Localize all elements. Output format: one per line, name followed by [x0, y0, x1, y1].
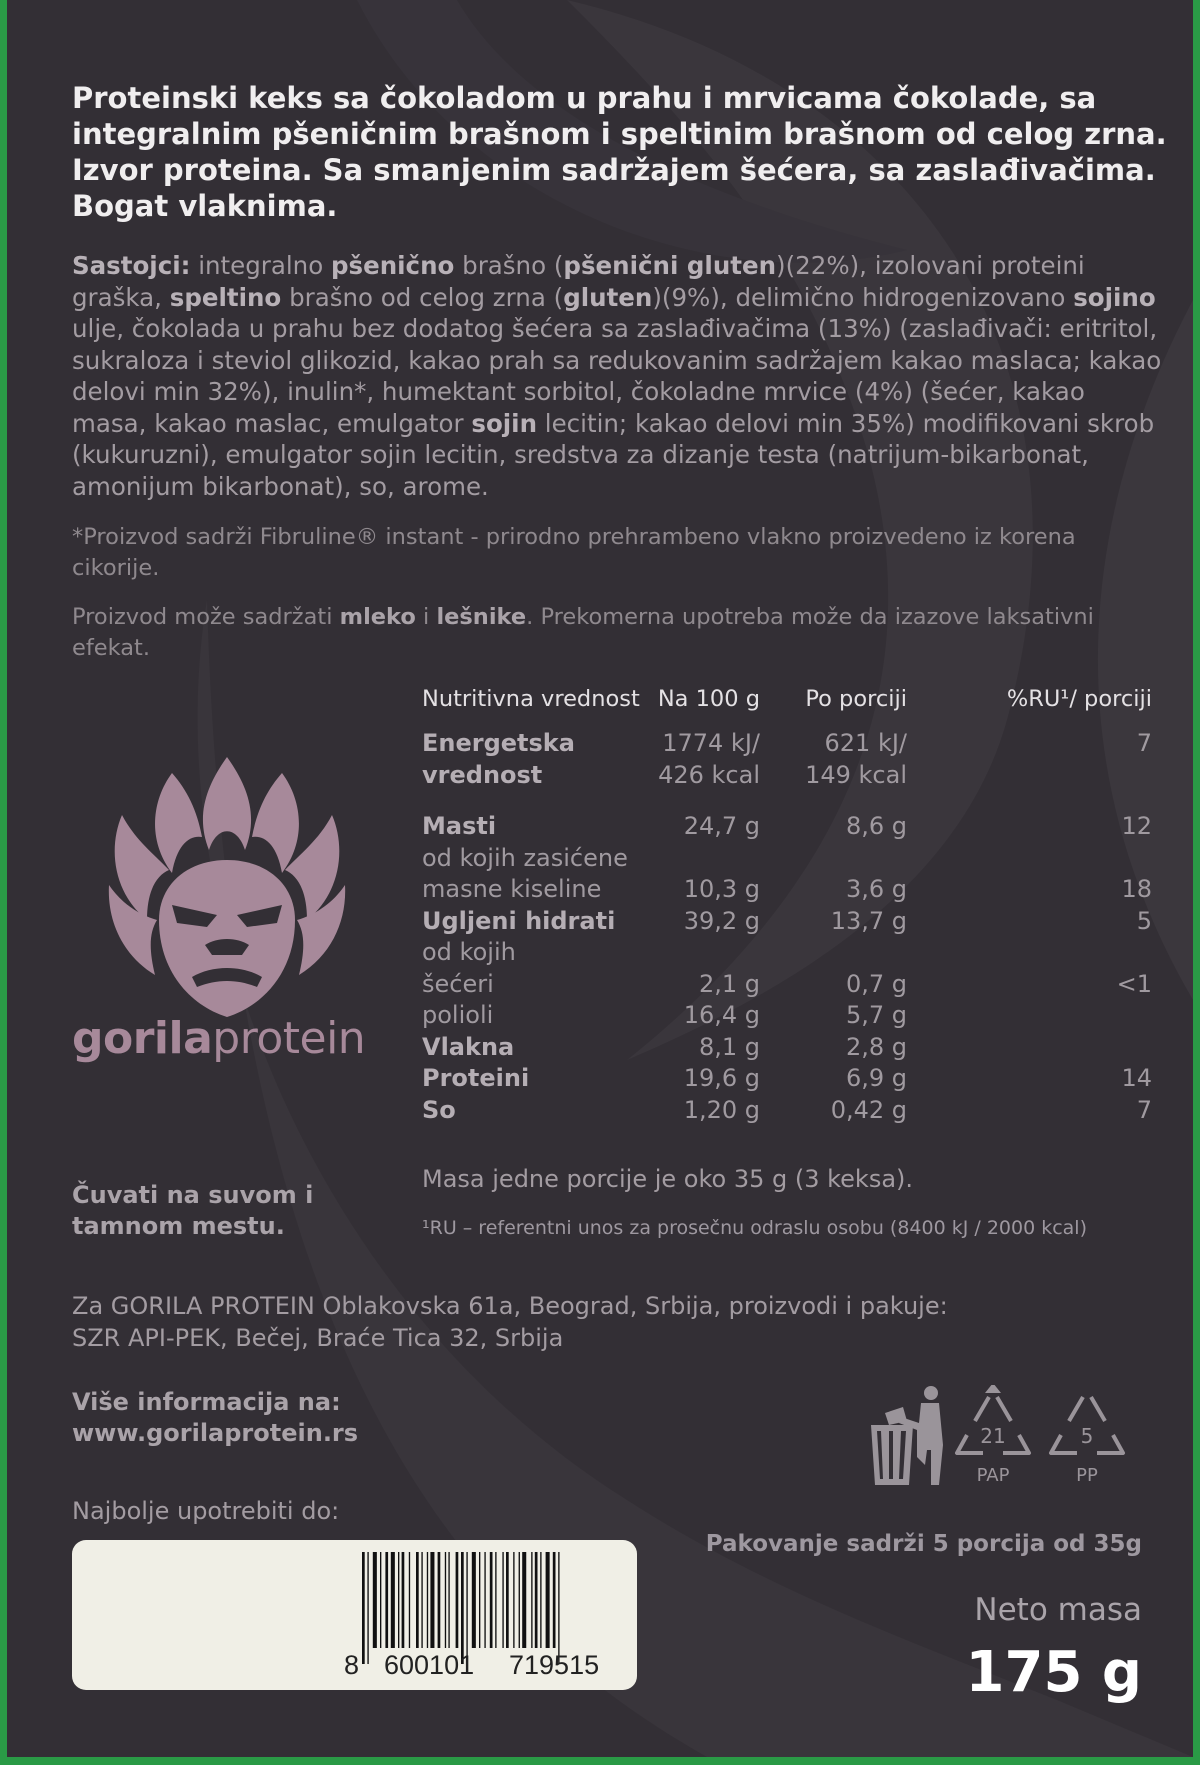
- nutrition-header-per100: Na 100 g: [657, 686, 760, 712]
- barcode-bar: [513, 1552, 514, 1648]
- barcode-bar: [540, 1552, 541, 1648]
- nutrition-value-perserving: 6,9 g: [845, 1064, 907, 1092]
- barcode-bar: [456, 1552, 459, 1648]
- barcode-bar: [385, 1552, 388, 1648]
- barcode-bar: [362, 1552, 365, 1664]
- barcode-bar: [466, 1552, 467, 1664]
- barcode-bar: [416, 1552, 419, 1648]
- barcode-bar: [558, 1552, 559, 1664]
- barcode-bar: [391, 1552, 395, 1648]
- barcode-bar: [484, 1552, 485, 1648]
- ingredients-segment: ulje, čokolada u prahu bez dodatog šećera sa zaslađivačima (13%) (zaslađivači: eritritol, sukraloza i steviol glikozid, kakao prah sa redukovanim sadržajem kakao maslaca; kakao delovi min 32%), inulin*, humektant sorbitol, čokoladne mrvice (4%) (šećer, kakao masa, kakao maslac, emulgator: [72, 314, 1162, 438]
- barcode-bar: [409, 1552, 410, 1648]
- barcode-digits-left: 600101: [384, 1650, 475, 1680]
- nutrition-label: Vlakna: [422, 1032, 515, 1061]
- allergen-segment: lešnike: [436, 604, 527, 630]
- nutrition-value-per100: 1,20 g: [683, 1095, 760, 1124]
- barcode-icon: [362, 1552, 617, 1664]
- nutrition-value-ru: 18: [1121, 875, 1152, 903]
- ingredients-list: [72, 250, 1162, 502]
- ru-footnote: ¹RU – referentni unos za prosečnu odraslu osobu (8400 kJ / 2000 kcal): [422, 1217, 1087, 1239]
- nutrition-value-ru: 14: [1121, 1064, 1152, 1092]
- nutrition-value-per100: 19,6 g: [683, 1064, 760, 1092]
- barcode-bar: [367, 1552, 368, 1664]
- nutrition-header-label: Nutritivna vrednost: [422, 686, 640, 712]
- ingredients-segment: integralno: [190, 251, 331, 280]
- ingredients-segment: sojin: [471, 408, 538, 438]
- ingredients-segment: sojino: [1073, 282, 1156, 312]
- product-description: Proteinski keks sa čokoladom u prahu i mrvicama čokolade, sa integralnim pšeničnim brašnom i speltinim brašnom od celog zrna. Izvor proteina. Sa smanjenim sadržajem šećera, sa zaslađivačima. Bogat vlaknima.: [72, 81, 1167, 223]
- recycling-icons: [869, 1385, 1149, 1495]
- nutrition-label: od kojih: [422, 938, 516, 966]
- barcode-bar: [546, 1552, 550, 1648]
- barcode-bar: [479, 1552, 480, 1648]
- nutrition-label: Energetska vrednost: [422, 729, 575, 789]
- barcode-bar: [398, 1552, 399, 1648]
- more-info: Više informacija na: www.gorilaprotein.rs: [72, 1388, 359, 1447]
- ingredients-segment: )(9%), delimično hidrogenizovano: [652, 282, 1074, 312]
- nutrition-value-per100: 1774 kJ/ 426 kcal: [658, 729, 760, 789]
- ingredients-segment: lecitin; kakao delovi min 35%) modifikovani skrob (kukuruzni), emulgator sojin lecitin, sredstva za dizanje testa (natrijum-bikarbonat, amonijum bikarbonat), so, arome.: [72, 408, 1155, 501]
- nutrition-label: od kojih zasićene masne kiseline: [422, 843, 628, 903]
- nutrition-value-perserving: 0,42 g: [830, 1095, 907, 1124]
- barcode-bar: [502, 1552, 503, 1648]
- allergen-segment: mleko: [339, 604, 416, 630]
- serving-size: Masa jedne porcije je oko 35 g (3 keksa).: [422, 1165, 914, 1193]
- allergen-segment: i: [415, 604, 437, 630]
- recycle-code-1: 21: [980, 1424, 1006, 1448]
- barcode-digit-first: 8: [344, 1650, 360, 1680]
- nutrition-label: polioli: [422, 1001, 494, 1029]
- nutrition-value-ru: 12: [1121, 812, 1152, 840]
- ingredients-segment: )(22%), izolovani proteini graška,: [72, 251, 1085, 312]
- nutrition-value-perserving: 8,6 g: [845, 812, 907, 840]
- ingredients-segment: speltino: [169, 282, 282, 312]
- barcode-bar: [373, 1552, 377, 1648]
- barcode-bar: [495, 1552, 496, 1648]
- barcode-bar: [380, 1552, 381, 1648]
- nutrition-value-per100: 24,7 g: [683, 812, 760, 840]
- label-panel: [7, 0, 1193, 1757]
- barcode-bar: [438, 1552, 441, 1648]
- recycle-label-2: PP: [1076, 1465, 1098, 1486]
- package-contents: Pakovanje sadrži 5 porcija od 35g: [705, 1531, 1142, 1557]
- nutrition-label: šećeri: [422, 969, 494, 998]
- gorilla-logo-icon: [77, 755, 377, 1055]
- nutrition-value-ru: 7: [1136, 729, 1152, 757]
- ingredients-segment: brašno od celog zrna (: [281, 282, 564, 312]
- nutrition-value-perserving: 13,7 g: [830, 906, 907, 935]
- barcode-bar: [448, 1552, 449, 1648]
- nutrition-header-perserving: Po porciji: [805, 686, 907, 712]
- barcode-bar: [402, 1552, 405, 1648]
- nutrition-label: Masti: [422, 812, 497, 840]
- nutrition-value-per100: 39,2 g: [683, 906, 760, 935]
- nutrition-value-ru: 5: [1136, 906, 1152, 935]
- barcode-bar: [472, 1552, 476, 1648]
- barcode-digits-right: 719515: [509, 1650, 600, 1680]
- barcode-bar: [519, 1552, 520, 1648]
- brand-name: [72, 1013, 365, 1064]
- barcode-bar: [522, 1552, 526, 1648]
- nutrition-value-per100: 16,4 g: [683, 1001, 760, 1029]
- brand-name-part2: protein: [212, 1013, 366, 1064]
- nutrition-value-perserving: 3,6 g: [845, 875, 907, 903]
- nutrition-value-per100: 2,1 g: [698, 969, 760, 998]
- barcode-bar: [430, 1552, 434, 1648]
- nutrition-value-per100: 10,3 g: [683, 875, 760, 903]
- ingredients-segment: pšenično: [330, 251, 455, 280]
- nutrition-value-perserving: 0,7 g: [845, 969, 907, 998]
- nutrition-value-ru: 7: [1136, 1095, 1152, 1124]
- nutrition-label: Proteini: [422, 1064, 530, 1092]
- best-before-label: Najbolje upotrebiti do:: [72, 1497, 340, 1525]
- nutrition-label: Ugljeni hidrati: [422, 906, 616, 935]
- allergen-segment: . Prekomerna upotreba može da izazove laksativni efekat.: [72, 604, 1094, 661]
- ingredients-segment: pšenični gluten: [563, 251, 777, 280]
- barcode-box: [72, 1540, 637, 1690]
- barcode-bar: [506, 1552, 509, 1648]
- barcode-bar: [535, 1552, 538, 1648]
- barcode-bar: [531, 1552, 532, 1648]
- ingredients-segment: brašno (: [454, 251, 564, 280]
- barcode-bar: [490, 1552, 493, 1648]
- fibruline-note: *Proizvod sadrži Fibruline® instant - prirodno prehrambeno vlakno proizvedeno iz korena cikorije.: [72, 524, 1076, 581]
- manufacturer-address: Za GORILA PROTEIN Oblakovska 61a, Beograd, Srbija, proizvodi i pakuje: SZR API-PEK, Bečej, Braće Tica 32, Srbija: [72, 1292, 948, 1352]
- net-weight-value: 175 g: [965, 1640, 1142, 1705]
- barcode-bar: [421, 1552, 422, 1648]
- nutrition-value-perserving: 621 kJ/ 149 kcal: [805, 729, 907, 789]
- nutrition-header-ru: %RU¹/ porciji: [1006, 686, 1152, 712]
- barcode-bar: [461, 1552, 464, 1664]
- ingredients-segment: Sastojci:: [72, 251, 191, 280]
- tidyman-icon: [871, 1386, 943, 1485]
- barcode-bar: [553, 1552, 556, 1648]
- net-weight-label: Neto masa: [974, 1592, 1142, 1628]
- recycle-code-2: 5: [1080, 1424, 1094, 1448]
- allergen-note: [72, 602, 1162, 664]
- nutrition-label: So: [422, 1095, 456, 1124]
- recycle-label-1: PAP: [976, 1465, 1010, 1486]
- barcode-bar: [427, 1552, 428, 1648]
- ingredients-segment: gluten: [563, 282, 653, 312]
- nutrition-value-ru: <1: [1116, 969, 1152, 998]
- storage-instructions: Čuvati na suvom i tamnom mestu.: [72, 1181, 314, 1240]
- barcode-bar: [445, 1552, 446, 1648]
- nutrition-value-perserving: 5,7 g: [845, 1001, 907, 1029]
- nutrition-value-per100: 8,1 g: [698, 1032, 760, 1061]
- nutrition-value-perserving: 2,8 g: [845, 1032, 907, 1061]
- allergen-segment: Proizvod može sadržati: [72, 604, 340, 630]
- brand-name-part1: gorila: [72, 1013, 213, 1064]
